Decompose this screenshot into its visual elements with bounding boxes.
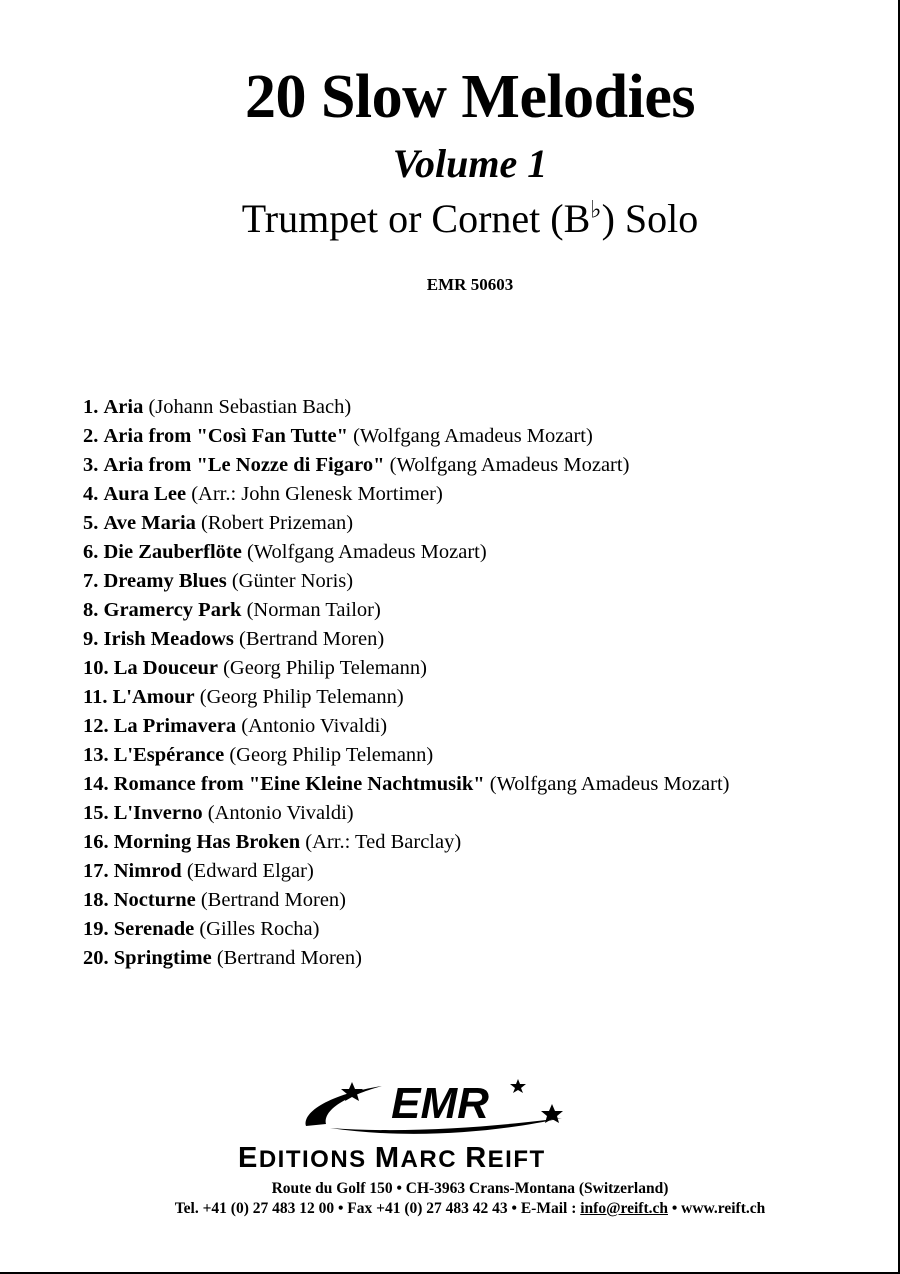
track-title: Ave Maria (103, 512, 196, 534)
track-number: 13. (83, 744, 109, 766)
track-composer: (Bertrand Moren) (200, 889, 347, 911)
track-number: 19. (83, 918, 109, 940)
track-composer: (Günter Noris) (231, 570, 354, 592)
track-item (83, 393, 729, 422)
track-composer: (Edward Elgar) (186, 860, 314, 882)
track-title: Irish Meadows (103, 628, 234, 650)
track-item (83, 654, 729, 683)
track-number: 8. (83, 599, 99, 621)
volume-subtitle: Volume 1 (392, 141, 548, 186)
track-item (83, 944, 729, 973)
track-item (83, 596, 729, 625)
logo-swoosh (306, 1086, 382, 1126)
track-title: Aria from "Così Fan Tutte" (103, 425, 348, 447)
email-link[interactable]: info@reift.ch (580, 1200, 668, 1217)
track-item (83, 886, 729, 915)
track-composer: (Antonio Vivaldi) (207, 802, 354, 824)
track-composer: (Georg Philip Telemann) (229, 744, 434, 766)
track-title: Nimrod (113, 860, 182, 882)
track-composer: (Arr.: Ted Barclay) (305, 831, 462, 853)
track-item (83, 509, 729, 538)
track-number: 3. (83, 454, 99, 476)
track-title: Aria from "Le Nozze di Figaro" (103, 454, 385, 476)
track-composer: (Robert Prizeman) (201, 512, 354, 534)
track-item (83, 799, 729, 828)
track-title: L'Espérance (113, 744, 225, 766)
track-title: L'Amour (112, 686, 195, 708)
track-title: Dreamy Blues (103, 570, 227, 592)
track-item (83, 683, 729, 712)
track-title: Die Zauberflöte (103, 541, 242, 563)
track-composer: (Antonio Vivaldi) (241, 715, 388, 737)
publisher-contact: Tel. +41 (0) 27 483 12 00 • Fax +41 (0) 27 483 42 43 • E-Mail : info@reift.ch • www.reift.ch (174, 1200, 766, 1217)
page-title: 20 Slow Melodies (244, 63, 696, 131)
logo-text: EMR (391, 1079, 489, 1128)
contact-phone-fax: Tel. +41 (0) 27 483 12 00 • Fax +41 (0) 27 483 42 43 • E-Mail : (174, 1200, 581, 1217)
website-link[interactable]: www.reift.ch (681, 1200, 766, 1217)
track-title: Aura Lee (103, 483, 187, 505)
track-number: 9. (83, 628, 99, 650)
publisher-address: Route du Golf 150 • CH-3963 Crans-Montana (Switzerland) (271, 1180, 669, 1197)
track-item (83, 422, 729, 451)
track-number: 2. (83, 425, 99, 447)
publisher-name: EDITIONS MARC REIFT (238, 1142, 546, 1174)
track-item (83, 915, 729, 944)
track-item (83, 480, 729, 509)
track-composer: (Wolfgang Amadeus Mozart) (489, 773, 730, 795)
track-composer: (Georg Philip Telemann) (199, 686, 404, 708)
track-composer: (Norman Tailor) (246, 599, 381, 621)
track-item (83, 770, 729, 799)
instrument-line (0, 195, 900, 242)
track-item (83, 625, 729, 654)
track-item (83, 567, 729, 596)
emr-logo (300, 1074, 580, 1136)
track-number: 14. (83, 773, 109, 795)
track-title: Springtime (113, 947, 212, 969)
track-title: Gramercy Park (103, 599, 242, 621)
track-title: La Primavera (113, 715, 237, 737)
track-number: 6. (83, 541, 99, 563)
track-composer: (Wolfgang Amadeus Mozart) (246, 541, 487, 563)
track-number: 20. (83, 947, 109, 969)
track-title: Nocturne (113, 889, 196, 911)
track-title: Aria (103, 396, 144, 418)
track-number: 10. (83, 657, 109, 679)
track-number: 17. (83, 860, 109, 882)
track-item (83, 712, 729, 741)
track-composer: (Bertrand Moren) (216, 947, 362, 969)
track-title: Romance from "Eine Kleine Nachtmusik" (113, 773, 485, 795)
track-item (83, 857, 729, 886)
track-number: 7. (83, 570, 99, 592)
instrument-text-post: ) Solo (601, 196, 699, 241)
track-item (83, 538, 729, 567)
track-composer: (Georg Philip Telemann) (223, 657, 427, 679)
track-composer: (Bertrand Moren) (239, 628, 385, 650)
track-item (83, 451, 729, 480)
track-number: 1. (83, 396, 99, 418)
track-number: 5. (83, 512, 99, 534)
track-number: 15. (83, 802, 109, 824)
flat-sign: ♭ (590, 197, 602, 224)
track-title: La Douceur (113, 657, 218, 679)
track-number: 12. (83, 715, 109, 737)
track-number: 4. (83, 483, 99, 505)
track-number: 16. (83, 831, 109, 853)
track-composer: (Wolfgang Amadeus Mozart) (353, 425, 593, 447)
track-title: Serenade (113, 918, 195, 940)
star-icon (510, 1079, 526, 1093)
track-item (83, 741, 729, 770)
track-item (83, 828, 729, 857)
instrument-text-pre: Trumpet or Cornet (B (241, 196, 591, 241)
track-composer: (Wolfgang Amadeus Mozart) (389, 454, 630, 476)
track-composer: (Arr.: John Glenesk Mortimer) (191, 483, 443, 505)
track-title: L'Inverno (113, 802, 203, 824)
track-number: 18. (83, 889, 109, 911)
track-list (83, 393, 729, 973)
track-title: Morning Has Broken (113, 831, 301, 853)
catalog-number: EMR 50603 (426, 275, 514, 294)
track-number: 11. (83, 686, 108, 708)
track-composer: (Gilles Rocha) (199, 918, 320, 940)
track-composer: (Johann Sebastian Bach) (148, 396, 352, 418)
